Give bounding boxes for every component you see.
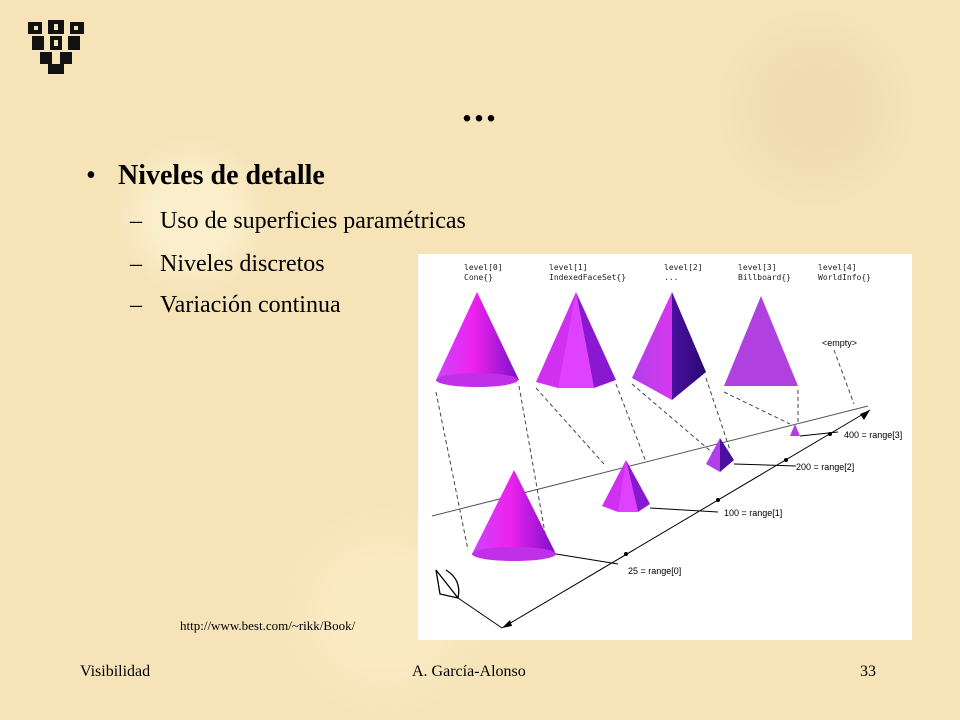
empty-label: <empty> xyxy=(822,338,858,348)
level-2-name: level[2] xyxy=(664,263,703,272)
footer-left: Visibilidad xyxy=(80,663,151,680)
viewer-eye-icon xyxy=(436,570,459,598)
slide-title: ... xyxy=(462,85,498,130)
range-0-label: 25 = range[0] xyxy=(628,566,682,576)
sub-item-2: – Niveles discretos xyxy=(130,251,325,277)
range-2-label: 200 = range[2] xyxy=(796,462,855,472)
main-bullet xyxy=(86,160,325,192)
lod-diagram xyxy=(418,254,912,640)
level-3-name: level[3] xyxy=(738,263,777,272)
sub-item-text: Niveles discretos xyxy=(160,251,325,277)
footer-page-number: 33 xyxy=(860,663,876,680)
level-3-billboard xyxy=(724,296,798,386)
bullet-dot: • xyxy=(86,160,96,191)
level-1-faceted-cone xyxy=(536,292,616,388)
level-2-pyramid xyxy=(632,292,706,400)
footer-author: A. García-Alonso xyxy=(412,663,526,680)
level-1-node: IndexedFaceSet{} xyxy=(549,273,627,282)
level-4-node: WorldInfo{} xyxy=(818,273,871,282)
range-1-label: 100 = range[1] xyxy=(724,508,783,518)
level-3-node: Billboard{} xyxy=(738,273,791,282)
far-pyramid xyxy=(706,438,734,472)
level-1-name: level[1] xyxy=(549,263,588,272)
level-0-node: Cone{} xyxy=(464,273,493,282)
mid-faceted-cone xyxy=(602,460,650,512)
near-cone xyxy=(472,470,556,561)
source-url: http://www.best.com/~rikk/Book/ xyxy=(180,618,356,633)
sub-item-text: Uso de superficies paramétricas xyxy=(160,208,466,234)
main-bullet-text: Niveles de detalle xyxy=(118,160,325,191)
sub-item-text: Variación continua xyxy=(160,292,341,318)
level-2-node: ... xyxy=(664,273,679,282)
ground-line xyxy=(432,406,868,516)
level-0-name: level[0] xyxy=(464,263,503,272)
university-logo-icon xyxy=(26,16,86,76)
level-4-name: level[4] xyxy=(818,263,857,272)
lod-figure xyxy=(418,254,912,640)
sub-item-3: – Variación continua xyxy=(130,292,341,318)
sub-item-1: – Uso de superficies paramétricas xyxy=(130,208,466,234)
level-0-cone xyxy=(436,292,519,387)
range-3-label: 400 = range[3] xyxy=(844,430,903,440)
